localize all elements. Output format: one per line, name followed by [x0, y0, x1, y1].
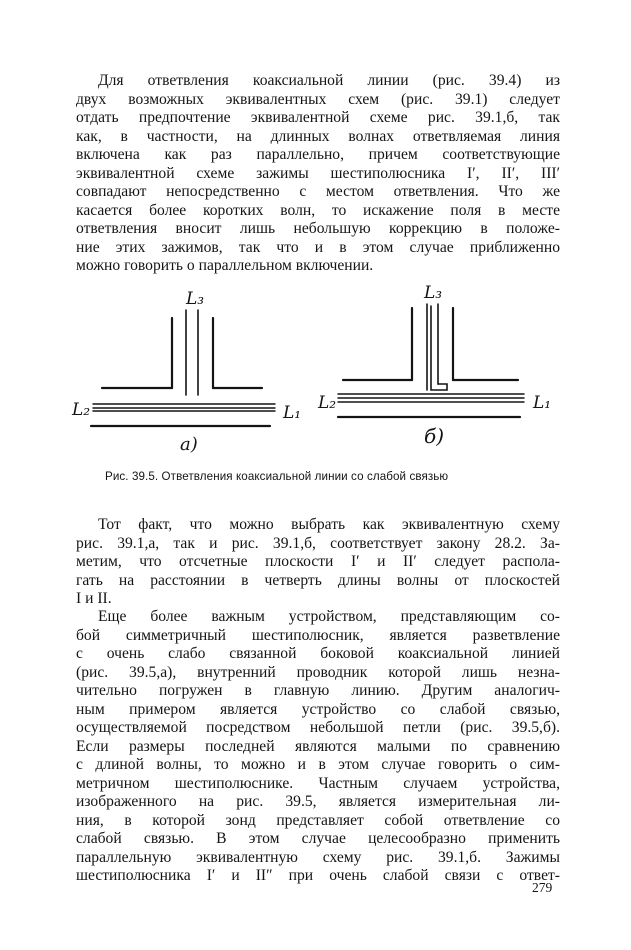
text-line: гать на расстоянии в четверть длины волны от плоскостей: [76, 571, 560, 589]
text-line: с очень слабо связанной боковой коаксиальной линией: [76, 645, 560, 662]
text-line: изображенного на рис. 39.5, является измерительная ли-: [76, 793, 560, 810]
text-line: двух возможных эквивалентных схем (рис. 39.1) следует: [76, 90, 560, 108]
diagram-a: [91, 310, 275, 426]
paragraph-1: [76, 72, 560, 276]
paragraph-3: [76, 608, 560, 886]
text-line: Для ответвления коаксиальной линии (рис. 39.4) из: [98, 72, 560, 89]
label-b-top: L₃: [424, 283, 443, 303]
text-line: Если размеры последней являются малыми по сравнению: [76, 737, 560, 755]
figure-caption: Рис. 39.5. Ответвления коаксиальной линии со слабой связью: [105, 470, 449, 483]
sublabel-b: б): [424, 424, 445, 448]
diagram-b: [338, 304, 524, 417]
text-line: I и II.: [76, 590, 112, 607]
text-line: отдать предпочтение эквивалентной схеме рис. 39.1,б, так: [76, 109, 560, 126]
text-line: осуществляемой посредством небольшой петли (рис. 39.5,б).: [76, 719, 560, 736]
text-line: ния, в которой зонд представляет собой ответвление со: [76, 811, 560, 829]
coaxial-branch-figure: [0, 280, 631, 465]
text-line: слабой связью. В этом случае целесообразно применить: [76, 830, 560, 847]
text-line: ответвления вносит лишь небольшую коррекцию в положе-: [76, 220, 560, 237]
text-line: можно говорить о параллельном включении.: [76, 257, 374, 274]
text-line: ным примером является устройство со слабой связью,: [76, 700, 560, 718]
label-a-top: L₃: [186, 289, 205, 309]
text-line: бой симметричный шестиполюсник, является разветвление: [76, 626, 560, 644]
text-line: включена как раз параллельно, причем соответствующие: [76, 146, 560, 163]
text-line: с длиной волны, то можно и в этом случае говорить о сим-: [76, 756, 560, 773]
text-line: рис. 39.1,а, так и рис. 39.1,б, соответствует закону 28.2. За-: [76, 534, 560, 552]
label-b-right: L₁: [533, 393, 552, 413]
text-line: ние этих зажимов, так что и в этом случае приближенно: [76, 238, 560, 256]
text-line: чительно погружен в главную линию. Другим аналогич-: [76, 682, 560, 699]
paragraph-2: [76, 516, 560, 609]
label-b-left: L₂: [318, 393, 337, 413]
page-number: 279: [532, 880, 553, 895]
text-line: метим, что отсчетные плоскости I′ и II′ следует распола-: [76, 553, 560, 570]
text-line: метричном шестиполюснике. Частным случаем устройства,: [76, 774, 560, 792]
text-line: касается более коротких волн, то искажение поля в месте: [76, 201, 560, 219]
text-line: (рис. 39.5,а), внутренний проводник которой лишь незна-: [76, 663, 560, 681]
text-line: как, в частности, на длинных волнах ответвляемая линия: [76, 127, 560, 145]
text-line: шестиполюсника I′ и II″ при очень слабой связи с ответ-: [76, 867, 560, 884]
label-a-left: L₂: [72, 400, 91, 420]
text-line: Тот факт, что можно выбрать как эквивалентную схему: [98, 516, 560, 533]
sublabel-a: а): [180, 434, 198, 455]
text-line: совпадают непосредственно с местом ответвления. Что же: [76, 183, 560, 200]
text-line: Еще более важным устройством, представляющим со-: [98, 608, 560, 625]
label-a-right: L₁: [283, 403, 302, 423]
text-line: параллельную эквивалентную схему рис. 39.1,б. Зажимы: [76, 848, 560, 866]
text-line: эквивалентной схеме зажимы шестиполюсника I′, II′, III′: [76, 164, 560, 182]
